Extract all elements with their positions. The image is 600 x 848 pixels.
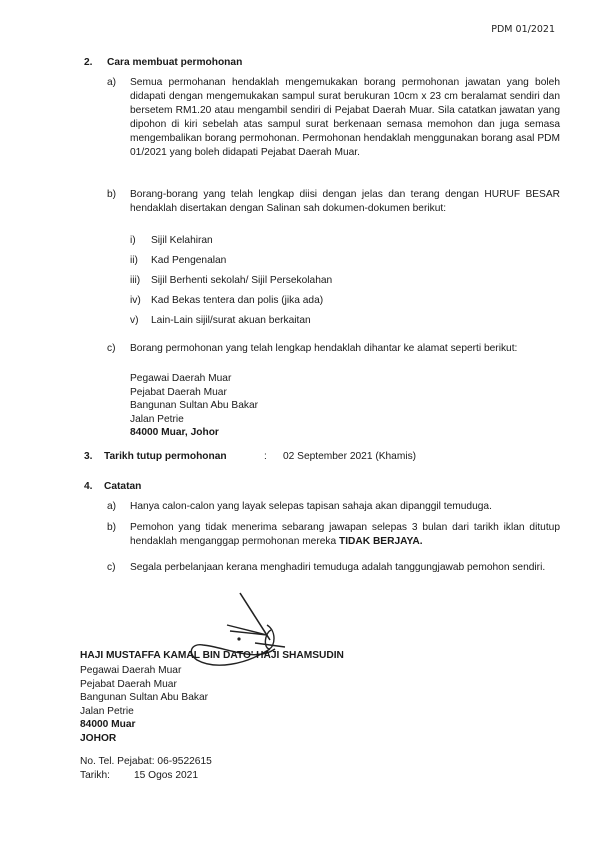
section-4-number: 4.	[84, 481, 93, 492]
section-4a-label: a)	[107, 501, 117, 512]
section-3-title: Tarikh tutup permohonan	[104, 451, 227, 462]
section-3-number: 3.	[84, 451, 93, 462]
address-line: Bangunan Sultan Abu Bakar	[130, 400, 259, 411]
doc-item-label: iii)	[130, 275, 141, 286]
signatory-line: Jalan Petrie	[80, 705, 134, 717]
section-4b-text-bold: TIDAK BERJAYA.	[339, 536, 423, 547]
section-4a-text: Hanya calon-calon yang layak selepas tapisan sahaja akan dipanggil temuduga.	[130, 501, 492, 512]
address-line: Pegawai Daerah Muar	[130, 373, 232, 384]
reference-number: PDM 01/2021	[491, 24, 555, 35]
section-4c-text: Segala perbelanjaan kerana menghadiri temuduga adalah tanggungjawab pemohon sendiri.	[130, 562, 546, 573]
section-4b-text	[130, 521, 560, 549]
doc-item-text: Sijil Berhenti sekolah/ Sijil Persekolahan	[151, 275, 333, 286]
section-2b-label: b)	[107, 189, 117, 200]
signatory-line-bold: JOHOR	[80, 732, 117, 744]
closing-date: 02 September 2021 (Khamis)	[283, 451, 417, 462]
signatory-address	[80, 664, 208, 745]
address-line-postcode: 84000 Muar, Johor	[130, 427, 219, 438]
section-2c-text: Borang permohonan yang telah lengkap hendaklah dihantar ke alamat seperti berikut:	[130, 343, 518, 354]
address-line: Pejabat Daerah Muar	[130, 386, 227, 398]
doc-item-text: Sijil Kelahiran	[151, 235, 213, 246]
section-4b-label: b)	[107, 522, 117, 533]
section-2a-text: Semua permohanan hendaklah mengemukakan borang permohonan jawatan yang boleh didapati dengan mengemukakan sampul surat berukuran 10cm x 23 cm beralamat sendiri dan bersetem RM1.20 atau mengambil sendiri di Pejabat Daerah Muar. Sila catatkan jawatan yang dipohon di kiri sebelah atas sampul surat berkenaan semasa memohon dan juga semasa mengembalikan borang permohonan. Permohonan hendaklah menggunakan borang asal PDM 01/2021 yang boleh didapati Pejabat Daerah Muar.	[130, 77, 560, 158]
doc-item-text: Kad Pengenalan	[151, 255, 227, 266]
phone-value: 06-9522615	[157, 756, 212, 767]
office-phone	[80, 756, 212, 767]
signatory-line: Bangunan Sultan Abu Bakar	[80, 692, 209, 703]
phone-label: No. Tel. Pejabat:	[80, 756, 155, 767]
section-4-title: Catatan	[104, 481, 142, 492]
section-2c-label: c)	[107, 343, 116, 354]
section-2b-text: Borang-borang yang telah lengkap diisi dengan jelas dan terang dengan HURUF BESAR hendaklah disertakan dengan Salinan sah dokumen-dokumen berikut:	[130, 189, 560, 214]
section-3-colon: :	[264, 451, 267, 462]
section-4b-text-main: Pemohon yang tidak menerima sebarang jawapan selepas 3 bulan dari tarikh iklan ditutup hendaklah menganggap permohonan mereka	[130, 522, 560, 547]
address-line: Jalan Petrie	[130, 413, 184, 425]
letter-date: 15 Ogos 2021	[134, 770, 199, 781]
section-4c-label: c)	[107, 562, 116, 573]
signatory-name: HAJI MUSTAFFA KAMAL BIN DATO' HAJI SHAMSUDIN	[80, 650, 344, 661]
signatory-line: Pegawai Daerah Muar	[80, 665, 182, 676]
section-2a-label: a)	[107, 77, 117, 88]
section-2-title: Cara membuat permohonan	[107, 57, 243, 68]
doc-item-label: v)	[130, 315, 139, 326]
doc-item-text: Lain-Lain sijil/surat akuan berkaitan	[151, 315, 311, 326]
signatory-line: Pejabat Daerah Muar	[80, 678, 177, 690]
section-2-number: 2.	[84, 57, 93, 68]
letter-date-label: Tarikh:	[80, 770, 111, 781]
signatory-line-bold: 84000 Muar	[80, 719, 136, 730]
doc-item-label: i)	[130, 235, 136, 246]
doc-item-text: Kad Bekas tentera dan polis (jika ada)	[151, 295, 324, 306]
doc-item-label: ii)	[130, 255, 138, 266]
doc-item-label: iv)	[130, 295, 141, 306]
submission-address	[130, 372, 258, 440]
